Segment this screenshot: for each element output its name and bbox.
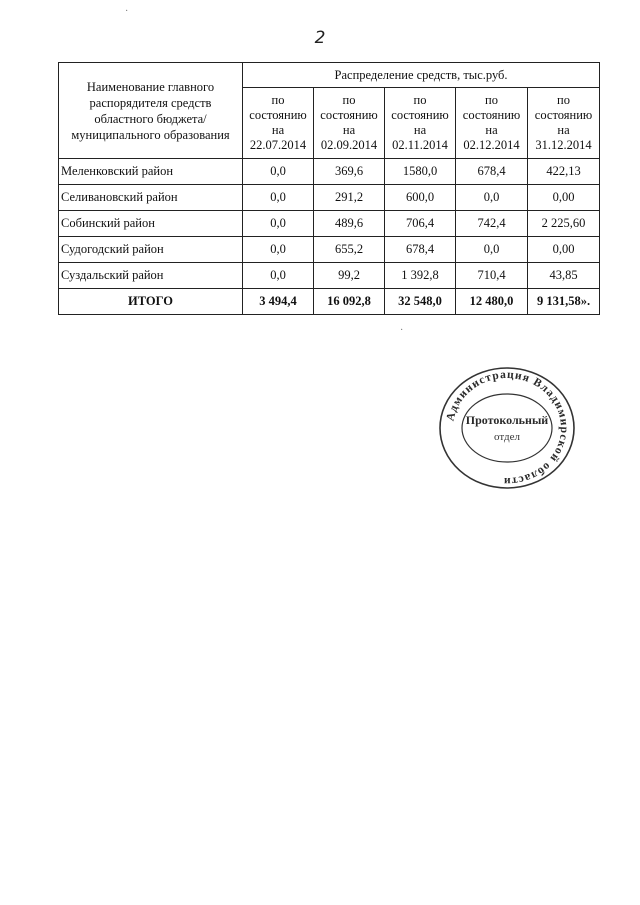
table-row bbox=[59, 263, 600, 289]
total-value: 3 494,4 bbox=[243, 289, 314, 315]
value-cell: 369,6 bbox=[314, 159, 385, 185]
value-cell: 678,4 bbox=[456, 159, 528, 185]
scan-speck: · bbox=[125, 6, 129, 17]
value-cell: 0,0 bbox=[243, 185, 314, 211]
district-name: Меленковский район bbox=[59, 159, 243, 185]
district-name: Суздальский район bbox=[59, 263, 243, 289]
total-value: 16 092,8 bbox=[314, 289, 385, 315]
value-cell: 422,13 bbox=[528, 159, 600, 185]
value-cell: 600,0 bbox=[385, 185, 456, 211]
value-cell: 291,2 bbox=[314, 185, 385, 211]
value-cell: 0,0 bbox=[243, 237, 314, 263]
date-header: по состоянию на 31.12.2014 bbox=[528, 88, 600, 159]
table-row bbox=[59, 211, 600, 237]
table-row bbox=[59, 159, 600, 185]
district-name: Селивановский район bbox=[59, 185, 243, 211]
department-stamp bbox=[437, 366, 577, 490]
value-cell: 489,6 bbox=[314, 211, 385, 237]
stamp-inner-ring bbox=[462, 394, 552, 462]
total-value: 32 548,0 bbox=[385, 289, 456, 315]
value-cell: 99,2 bbox=[314, 263, 385, 289]
stamp-center-line2: отдел bbox=[494, 431, 520, 443]
total-label: ИТОГО bbox=[59, 289, 243, 315]
district-name: Судогодский район bbox=[59, 237, 243, 263]
value-cell: 0,0 bbox=[243, 263, 314, 289]
value-cell: 678,4 bbox=[385, 237, 456, 263]
total-value: 9 131,58». bbox=[528, 289, 600, 315]
value-cell: 706,4 bbox=[385, 211, 456, 237]
table-row bbox=[59, 185, 600, 211]
value-cell: 710,4 bbox=[456, 263, 528, 289]
value-cell: 43,85 bbox=[528, 263, 600, 289]
date-header: по состоянию на 22.07.2014 bbox=[243, 88, 314, 159]
date-header: по состоянию на 02.09.2014 bbox=[314, 88, 385, 159]
value-cell: 0,0 bbox=[456, 185, 528, 211]
stamp-center-line1: Протокольный bbox=[465, 413, 549, 427]
value-cell: 2 225,60 bbox=[528, 211, 600, 237]
value-cell: 1580,0 bbox=[385, 159, 456, 185]
value-cell: 0,0 bbox=[456, 237, 528, 263]
funds-distribution-table bbox=[58, 62, 600, 315]
value-cell: 0,00 bbox=[528, 185, 600, 211]
value-cell: 0,0 bbox=[243, 211, 314, 237]
value-cell: 0,00 bbox=[528, 237, 600, 263]
scan-speck: · bbox=[400, 325, 404, 336]
district-name: Собинский район bbox=[59, 211, 243, 237]
value-cell: 0,0 bbox=[243, 159, 314, 185]
distribution-group-header: Распределение средств, тыс.руб. bbox=[243, 63, 600, 88]
value-cell: 742,4 bbox=[456, 211, 528, 237]
page-number: 2 bbox=[314, 28, 326, 48]
recipient-name-header: Наименование главного распорядителя средств областного бюджета/муниципального образования bbox=[59, 63, 243, 159]
date-header: по состоянию на 02.12.2014 bbox=[456, 88, 528, 159]
value-cell: 1 392,8 bbox=[385, 263, 456, 289]
table-header-row bbox=[59, 63, 600, 88]
stamp-ring-text: Администрация Владимирской области bbox=[444, 368, 571, 488]
date-header: по состоянию на 02.11.2014 bbox=[385, 88, 456, 159]
stamp-outer-ring bbox=[440, 368, 574, 488]
value-cell: 655,2 bbox=[314, 237, 385, 263]
total-value: 12 480,0 bbox=[456, 289, 528, 315]
table-row bbox=[59, 237, 600, 263]
total-row bbox=[59, 289, 600, 315]
